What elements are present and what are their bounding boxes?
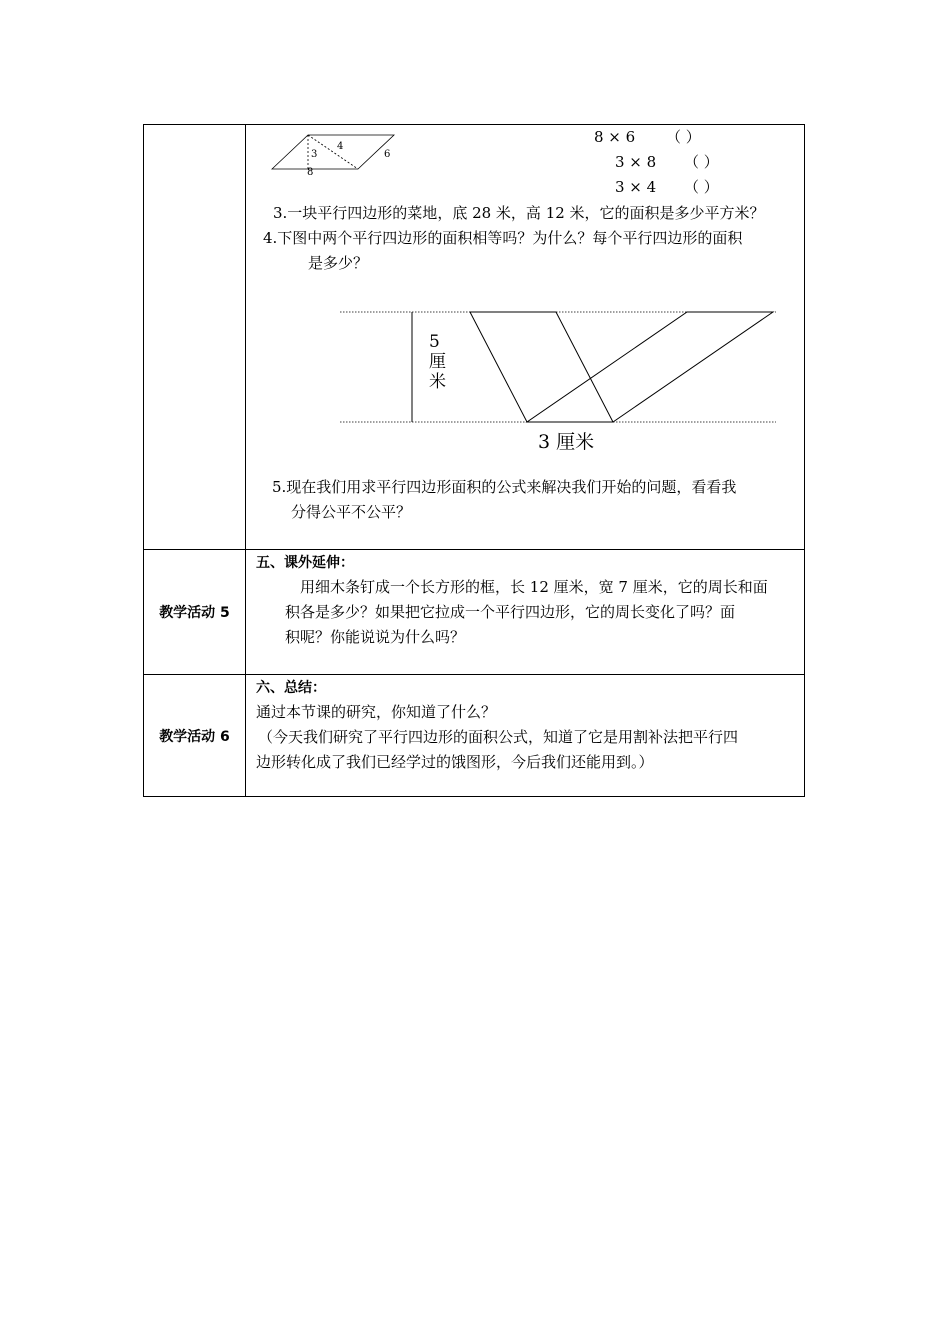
option-answer-blank: （ ） — [666, 128, 701, 146]
extension-cell — [246, 550, 805, 675]
small-figure-side-label: 6 — [384, 149, 391, 160]
table-row — [144, 125, 805, 550]
activity-5-label: 教学活动 5 — [144, 550, 246, 675]
question-4-line1: 4.下图中两个平行四边形的面积相等吗？为什么？每个平行四边形的面积 — [263, 229, 743, 247]
option-expression: 3 × 8 — [615, 153, 657, 171]
summary-line3: 边形转化成了我们已经学过的饿图形，今后我们还能用到。） — [256, 753, 654, 771]
exercise-cell — [246, 125, 805, 550]
option-expression: 8 × 6 — [594, 128, 636, 146]
height-number-label: 5 — [429, 332, 440, 352]
summary-cell — [246, 675, 805, 797]
table-row — [144, 550, 805, 675]
option-answer-blank: （ ） — [684, 153, 719, 171]
small-figure-base-label: 8 — [307, 167, 314, 178]
section-heading: 五、课外延伸： — [256, 555, 354, 571]
activity-6-label: 教学活动 6 — [144, 675, 246, 797]
small-figure-height-label: 3 — [311, 149, 318, 160]
extension-line3: 积呢？你能说说为什么吗？ — [285, 628, 466, 646]
small-figure-slant-label: 4 — [337, 141, 344, 152]
height-unit-char1: 厘 — [429, 352, 446, 372]
option-expression: 3 × 4 — [615, 178, 657, 196]
extension-line2: 积各是多少？如果把它拉成一个平行四边形，它的周长变化了吗？面 — [285, 603, 736, 621]
question-3: 3.一块平行四边形的菜地，底 28 米，高 12 米，它的面积是多少平方米？ — [273, 204, 765, 222]
question-5-line2: 分得公平不公平？ — [291, 503, 412, 521]
extension-line1: 用细木条钉成一个长方形的框，长 12 厘米，宽 7 厘米，它的周长和面 — [300, 578, 768, 596]
parallelograms-figure — [340, 308, 780, 428]
empty-label-cell — [144, 125, 246, 550]
summary-line1: 通过本节课的研究，你知道了什么？ — [256, 703, 497, 721]
table-row — [144, 675, 805, 797]
summary-line2: （今天我们研究了平行四边形的面积公式，知道了它是用割补法把平行四 — [258, 728, 739, 746]
height-unit-char2: 米 — [429, 372, 446, 392]
section-heading: 六、总结： — [256, 680, 326, 696]
option-answer-blank: （ ） — [684, 178, 719, 196]
base-length-label: 3 厘米 — [538, 431, 595, 453]
lesson-table — [143, 124, 805, 797]
question-5-line1: 5.现在我们用求平行四边形面积的公式来解决我们开始的问题，看看我 — [272, 478, 737, 496]
question-4-line2: 是多少？ — [308, 254, 369, 272]
small-parallelogram-figure — [264, 131, 404, 183]
